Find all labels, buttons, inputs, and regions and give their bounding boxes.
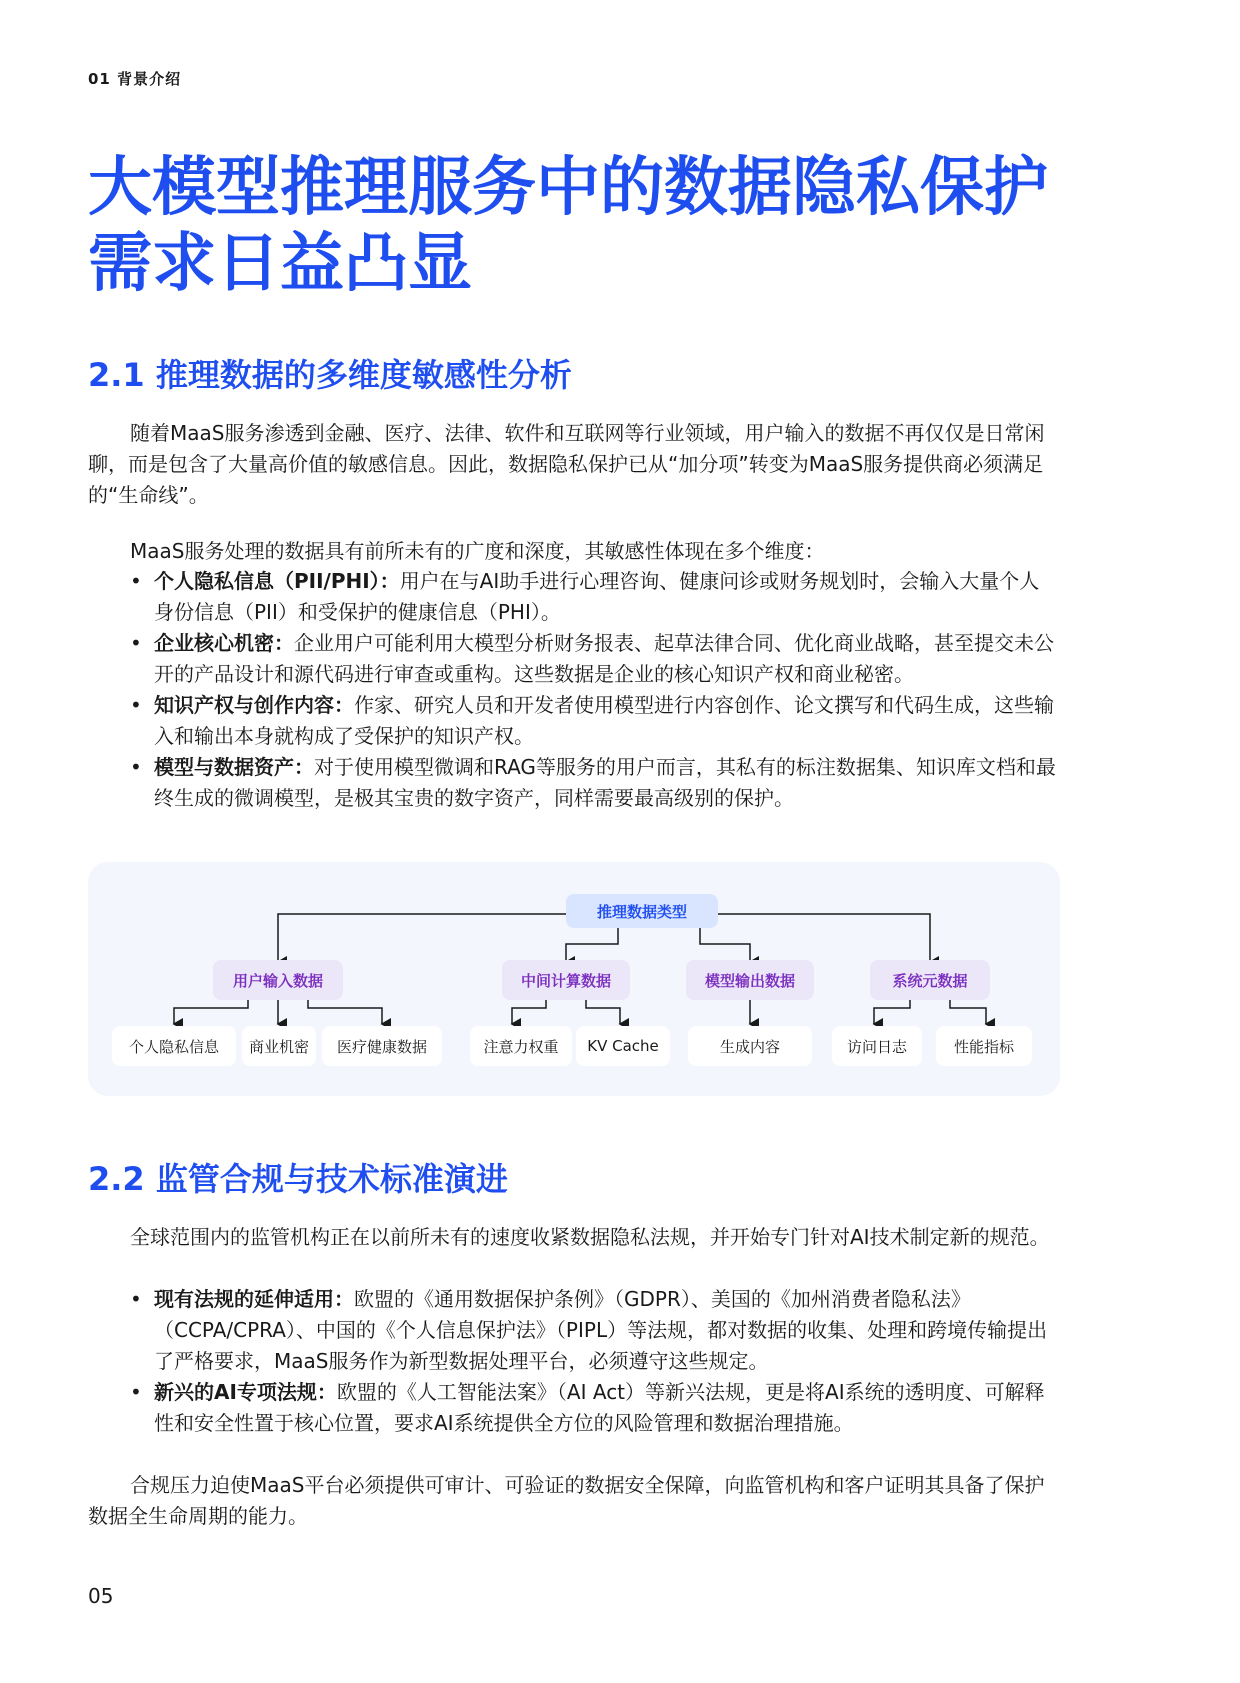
section-2-1-heading: 2.1 推理数据的多维度敏感性分析 (88, 356, 572, 394)
section-2-2-paragraph-1: 全球范围内的监管机构正在以前所未有的速度收紧数据隐私法规，并开始专门针对AI技术制定新的规范。 (130, 1225, 1050, 1249)
diagram-leaf: 商业机密 (242, 1026, 316, 1066)
list-item-text: 对于使用模型微调和RAG等服务的用户而言，其私有的标注数据集、知识库文档和最终生成的微调模型，是极其宝贵的数字资产，同样需要最高级别的保护。 (154, 755, 1056, 810)
list-item (88, 690, 1058, 752)
diagram-leaf: 性能指标 (936, 1026, 1032, 1066)
regulation-list (88, 1284, 1058, 1439)
list-item (88, 566, 1058, 628)
list-item-text: 作家、研究人员和开发者使用模型进行内容创作、论文撰写和代码生成，这些输入和输出本身就构成了受保护的知识产权。 (154, 693, 1054, 748)
page-title-line-1: 大模型推理服务中的数据隐私保护 (88, 151, 1048, 225)
section-2-2-paragraph-2: 合规压力迫使MaaS平台必须提供可审计、可验证的数据安全保障，向监管机构和客户证明其具备了保护数据全生命周期的能力。 (88, 1473, 1045, 1528)
diagram-root-node: 推理数据类型 (566, 894, 718, 928)
list-item-label: 知识产权与创作内容： (154, 693, 354, 717)
list-item-label: 新兴的AI专项法规： (154, 1380, 337, 1404)
diagram-leaf: 个人隐私信息 (112, 1026, 236, 1066)
sensitivity-list (88, 566, 1058, 814)
section-2-1-paragraph-2: MaaS服务处理的数据具有前所未有的广度和深度，其敏感性体现在多个维度： (130, 539, 825, 563)
diagram-leaf: 生成内容 (688, 1026, 812, 1066)
section-2-2-heading: 2.2 监管合规与技术标准演进 (88, 1160, 508, 1198)
section-tag: 01 背景介绍 (88, 70, 182, 88)
diagram-category-user-input: 用户输入数据 (213, 960, 343, 1000)
list-item-label: 现有法规的延伸适用： (154, 1287, 354, 1311)
diagram-leaf: 注意力权重 (470, 1026, 572, 1066)
list-item-label: 个人隐私信息（PII/PHI）： (154, 569, 400, 593)
diagram-category-intermediate: 中间计算数据 (502, 960, 630, 1000)
page-number: 05 (88, 1584, 114, 1608)
list-item (88, 1377, 1058, 1439)
connector-root-user-input (278, 914, 566, 962)
page-title-line-2: 需求日益凸显 (88, 227, 472, 301)
diagram-leaf: KV Cache (576, 1026, 670, 1066)
diagram-leaf: 访问日志 (832, 1026, 922, 1066)
connector-root-intermediate (566, 928, 618, 962)
list-item-text: 企业用户可能利用大模型分析财务报表、起草法律合同、优化商业战略，甚至提交未公开的产品设计和源代码进行审查或重构。这些数据是企业的核心知识产权和商业秘密。 (154, 631, 1054, 686)
section-2-1-paragraph-1: 随着MaaS服务渗透到金融、医疗、法律、软件和互联网等行业领域，用户输入的数据不再仅仅是日常闲聊，而是包含了大量高价值的敏感信息。因此，数据隐私保护已从“加分项”转变为MaaS服务提供商必须满足的“生命线”。 (88, 421, 1045, 507)
list-item-text: 用户在与AI助手进行心理咨询、健康问诊或财务规划时，会输入大量个人身份信息（PII）和受保护的健康信息（PHI）。 (154, 569, 1040, 624)
connector-root-output (700, 928, 750, 962)
data-type-diagram (88, 862, 1060, 1096)
diagram-category-output: 模型输出数据 (686, 960, 814, 1000)
list-item-label: 企业核心机密： (154, 631, 294, 655)
list-item-label: 模型与数据资产： (154, 755, 314, 779)
list-item-text: 欧盟的《人工智能法案》（AI Act）等新兴法规，更是将AI系统的透明度、可解释性和安全性置于核心位置，要求AI系统提供全方位的风险管理和数据治理措施。 (154, 1380, 1045, 1435)
list-item-text: 欧盟的《通用数据保护条例》（GDPR）、美国的《加州消费者隐私法》（CCPA/CPRA）、中国的《个人信息保护法》（PIPL）等法规，都对数据的收集、处理和跨境传输提出了严格要求，MaaS服务作为新型数据处理平台，必须遵守这些规定。 (154, 1287, 1048, 1373)
page-title (88, 150, 1168, 302)
list-item (88, 752, 1058, 814)
diagram-leaf: 医疗健康数据 (322, 1026, 442, 1066)
diagram-category-system-meta: 系统元数据 (870, 960, 990, 1000)
list-item (88, 1284, 1058, 1377)
list-item (88, 628, 1058, 690)
